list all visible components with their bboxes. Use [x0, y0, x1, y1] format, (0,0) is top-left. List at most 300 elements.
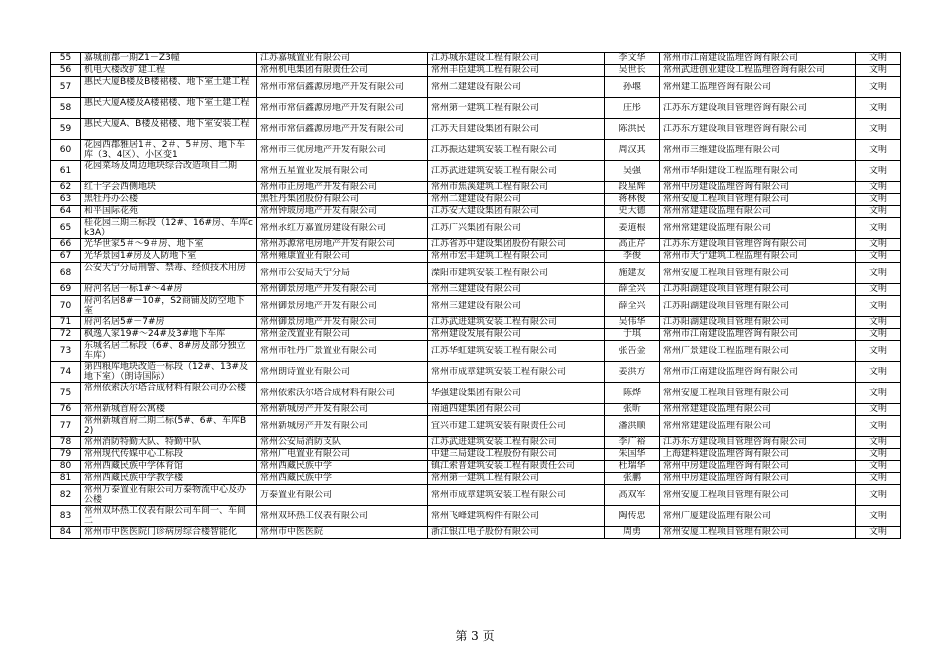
rating: 文明 — [868, 404, 887, 414]
contractor-company-cell — [428, 437, 605, 449]
contractor-company: 常州市成章建筑安装工程有限公司 — [431, 367, 567, 377]
row-number: 64 — [59, 206, 72, 216]
row-number-cell — [51, 317, 81, 329]
contractor-company-cell — [428, 98, 605, 119]
table-row — [51, 65, 901, 77]
project-manager: 蒋林俊 — [618, 194, 646, 204]
rating-cell — [856, 65, 901, 77]
project-manager: 吴世长 — [618, 65, 646, 75]
owner-company: 常州公安局消防支队 — [260, 437, 342, 447]
table-row — [51, 296, 901, 317]
supervision-company: 常州市三维建设监理有限公司 — [663, 145, 781, 155]
rating: 文明 — [868, 329, 887, 339]
owner-company: 常州市正房地产开发有限公司 — [260, 182, 378, 192]
supervision-company: 常州安厦工程项目管理有限公司 — [663, 388, 790, 398]
project-manager: 史大德 — [618, 206, 646, 216]
owner-company-cell — [257, 98, 428, 119]
table-row — [51, 449, 901, 461]
project-manager-cell — [605, 485, 660, 506]
project-manager: 高双军 — [618, 490, 646, 500]
project-manager-cell — [605, 218, 660, 239]
project-manager: 李俊 — [622, 251, 641, 261]
project-manager-cell — [605, 161, 660, 182]
contractor-company-cell — [428, 362, 605, 383]
row-number: 84 — [59, 527, 72, 537]
owner-company: 常州市三优房地产开发有限公司 — [260, 145, 387, 155]
table-row — [51, 416, 901, 437]
project-name-cell — [81, 341, 257, 362]
project-manager: 薛全兴 — [618, 284, 646, 294]
table-row — [51, 329, 901, 341]
rating-cell — [856, 296, 901, 317]
project-name-cell — [81, 182, 257, 194]
project-manager-cell — [605, 77, 660, 98]
supervision-company: 常州广景建设工程监理有限公司 — [663, 346, 790, 356]
row-number: 69 — [59, 284, 72, 294]
row-number-cell — [51, 362, 81, 383]
rating: 文明 — [868, 461, 887, 471]
rating: 文明 — [868, 103, 887, 113]
row-number-cell — [51, 194, 81, 206]
project-name: 惠民大厦A、B楼及裙楼、地下室安装工程 — [84, 119, 250, 129]
owner-company-cell — [257, 194, 428, 206]
supervision-company: 常州市天宁建筑工程监理有限公司 — [663, 251, 799, 261]
table-row — [51, 473, 901, 485]
project-name: 府河名居5#－7#房 — [84, 317, 165, 327]
owner-company-cell — [257, 239, 428, 251]
contractor-company-cell — [428, 239, 605, 251]
owner-company: 万泰置业有限公司 — [260, 490, 333, 500]
owner-company: 常州新城房产开发有限公司 — [260, 421, 369, 431]
contractor-company-cell — [428, 77, 605, 98]
project-name-cell — [81, 404, 257, 416]
rating: 文明 — [868, 511, 887, 521]
table-row — [51, 284, 901, 296]
rating-cell — [856, 251, 901, 263]
project-name: 常州现代传媒中心工标段 — [84, 449, 184, 459]
row-number-cell — [51, 65, 81, 77]
project-name: 黑牡丹办公楼 — [84, 194, 139, 204]
contractor-company-cell — [428, 449, 605, 461]
table-row — [51, 341, 901, 362]
project-manager: 李文华 — [618, 53, 646, 63]
contractor-company-cell — [428, 527, 605, 539]
contractor-company: 常州二建建设有限公司 — [431, 194, 522, 204]
table-row — [51, 182, 901, 194]
supervision-company-cell — [660, 416, 856, 437]
project-name: 府河名居8#－10#，S2商铺及防空地下室 — [84, 296, 245, 316]
row-number: 81 — [59, 473, 72, 483]
contractor-company-cell — [428, 206, 605, 218]
supervision-company: 常州建工监理咨询有限公司 — [663, 82, 772, 92]
rating-cell — [856, 161, 901, 182]
project-manager-cell — [605, 341, 660, 362]
rating-cell — [856, 404, 901, 416]
supervision-company: 常州武进创业建设工程监理咨询有限公司 — [663, 65, 826, 75]
owner-company-cell — [257, 437, 428, 449]
project-name-cell — [81, 218, 257, 239]
owner-company: 常州新城房产开发有限公司 — [260, 404, 369, 414]
owner-company-cell — [257, 284, 428, 296]
row-number-cell — [51, 404, 81, 416]
row-number-cell — [51, 296, 81, 317]
row-number: 75 — [59, 388, 72, 398]
supervision-company-cell — [660, 239, 856, 251]
row-number: 55 — [59, 53, 72, 63]
supervision-company-cell — [660, 449, 856, 461]
supervision-company-cell — [660, 65, 856, 77]
project-manager-cell — [605, 53, 660, 65]
project-manager: 周汉其 — [618, 145, 646, 155]
row-number-cell — [51, 140, 81, 161]
owner-company-cell — [257, 251, 428, 263]
project-manager-cell — [605, 329, 660, 341]
project-manager-cell — [605, 119, 660, 140]
project-manager: 于琪 — [622, 329, 641, 339]
rating-cell — [856, 140, 901, 161]
project-manager-cell — [605, 416, 660, 437]
contractor-company-cell — [428, 119, 605, 140]
table-row — [51, 194, 901, 206]
owner-company: 黑牡丹集团股份有限公司 — [260, 194, 360, 204]
project-name-cell — [81, 65, 257, 77]
row-number: 57 — [59, 82, 72, 92]
project-name: 常州新城首府公寓楼 — [84, 404, 166, 414]
rating-cell — [856, 218, 901, 239]
rating: 文明 — [868, 284, 887, 294]
rating-cell — [856, 362, 901, 383]
contractor-company: 浙江银江电子股份有限公司 — [431, 527, 540, 537]
project-manager: 姜道根 — [618, 223, 646, 233]
table-row — [51, 317, 901, 329]
supervision-company-cell — [660, 182, 856, 194]
owner-company-cell — [257, 362, 428, 383]
supervision-company: 常州常建建设监理有限公司 — [663, 421, 772, 431]
project-name-cell — [81, 284, 257, 296]
project-manager-cell — [605, 362, 660, 383]
project-name-cell — [81, 485, 257, 506]
owner-company-cell — [257, 317, 428, 329]
table-row — [51, 161, 901, 182]
supervision-company-cell — [660, 437, 856, 449]
project-name-cell — [81, 416, 257, 437]
project-manager-cell — [605, 527, 660, 539]
project-manager: 杜瑞华 — [618, 461, 646, 471]
rating-cell — [856, 206, 901, 218]
supervision-company: 江苏东方建设项目管理咨询有限公司 — [663, 437, 808, 447]
row-number-cell — [51, 161, 81, 182]
row-number: 79 — [59, 449, 72, 459]
row-number: 71 — [59, 317, 72, 327]
row-number-cell — [51, 251, 81, 263]
rating: 文明 — [868, 490, 887, 500]
row-number-cell — [51, 341, 81, 362]
row-number-cell — [51, 263, 81, 284]
row-number: 67 — [59, 251, 72, 261]
contractor-company-cell — [428, 161, 605, 182]
rating-cell — [856, 527, 901, 539]
contractor-company-cell — [428, 329, 605, 341]
contractor-company: 江苏城东建设工程有限公司 — [431, 53, 540, 63]
supervision-company: 江苏阳湖建设项目管理有限公司 — [663, 317, 790, 327]
project-manager-cell — [605, 506, 660, 527]
project-name: 机电大楼改扩建工程 — [84, 65, 166, 75]
owner-company-cell — [257, 263, 428, 284]
row-number-cell — [51, 206, 81, 218]
project-name-cell — [81, 362, 257, 383]
supervision-company: 江苏东方建设项目管理咨询有限公司 — [663, 103, 808, 113]
project-name: 和平国际花苑 — [84, 206, 139, 216]
project-name: 常州西藏民族中学体育馆 — [84, 461, 184, 471]
owner-company: 常州广电置业有限公司 — [260, 449, 351, 459]
owner-company: 江苏嘉城置业有限公司 — [260, 53, 351, 63]
owner-company-cell — [257, 449, 428, 461]
supervision-company: 江苏东方建设项目管理咨询有限公司 — [663, 239, 808, 249]
project-name: 常州市中医医院门诊病房综合楼智能化 — [84, 527, 238, 537]
row-number: 61 — [59, 166, 72, 176]
table-row — [51, 383, 901, 404]
table-row — [51, 251, 901, 263]
contractor-company: 江苏振达建筑安装工程有限公司 — [431, 145, 558, 155]
supervision-company-cell — [660, 473, 856, 485]
project-name-cell — [81, 506, 257, 527]
contractor-company: 江苏天目建设集团有限公司 — [431, 124, 540, 134]
project-name-cell — [81, 437, 257, 449]
supervision-company-cell — [660, 362, 856, 383]
contractor-company: 常州建设发展有限公司 — [431, 329, 522, 339]
project-manager: 张昕 — [622, 404, 641, 414]
contractor-company: 华强建设集团有限公司 — [431, 388, 522, 398]
supervision-company-cell — [660, 251, 856, 263]
project-name: 嘉城前郡一期Z1－Z3幢 — [84, 53, 180, 63]
owner-company-cell — [257, 206, 428, 218]
project-manager: 薛全兴 — [618, 301, 646, 311]
owner-company: 常州市常信鑫源房地产开发有限公司 — [260, 82, 405, 92]
project-name: 红十字会西侧地块 — [84, 182, 157, 192]
project-manager: 孙堰 — [622, 82, 641, 92]
owner-company-cell — [257, 461, 428, 473]
contractor-company: 常州飞峰建筑构件有限公司 — [431, 511, 540, 521]
row-number-cell — [51, 218, 81, 239]
supervision-company-cell — [660, 98, 856, 119]
rating: 文明 — [868, 124, 887, 134]
row-number: 78 — [59, 437, 72, 447]
rating: 文明 — [868, 53, 887, 63]
owner-company-cell — [257, 527, 428, 539]
rating-cell — [856, 437, 901, 449]
project-name-cell — [81, 473, 257, 485]
project-manager: 潘洪顺 — [618, 421, 646, 431]
project-name-cell — [81, 194, 257, 206]
row-number-cell — [51, 527, 81, 539]
supervision-company: 常州市江南建设监理咨询有限公司 — [663, 329, 799, 339]
supervision-company-cell — [660, 161, 856, 182]
rating: 文明 — [868, 223, 887, 233]
project-name-cell — [81, 77, 257, 98]
contractor-company: 溧阳市建筑安装工程有限公司 — [431, 268, 549, 278]
owner-company-cell — [257, 161, 428, 182]
supervision-company: 上海建科建设监理咨询有限公司 — [663, 449, 790, 459]
supervision-company-cell — [660, 263, 856, 284]
row-number-cell — [51, 329, 81, 341]
supervision-company: 常州常建建设监理有限公司 — [663, 404, 772, 414]
table-row — [51, 218, 901, 239]
owner-company: 常州金茂置业有限公司 — [260, 329, 351, 339]
project-manager-cell — [605, 263, 660, 284]
rating-cell — [856, 263, 901, 284]
row-number-cell — [51, 119, 81, 140]
project-name: 府河名居一标1#～4#房 — [84, 284, 183, 294]
rating: 文明 — [868, 206, 887, 216]
row-number-cell — [51, 284, 81, 296]
project-manager: 庄彤 — [622, 103, 641, 113]
row-number: 74 — [59, 367, 72, 377]
page-number: 第 3 页 — [455, 629, 495, 643]
rating: 文明 — [868, 182, 887, 192]
supervision-company-cell — [660, 140, 856, 161]
contractor-company-cell — [428, 53, 605, 65]
contractor-company-cell — [428, 341, 605, 362]
project-name-cell — [81, 239, 257, 251]
supervision-company: 常州市江南建设监理咨询有限公司 — [663, 53, 799, 63]
row-number: 65 — [59, 223, 72, 233]
project-name: 惠民大厦B楼及B楼裙楼、地下室土建工程 — [84, 77, 250, 87]
row-number: 77 — [59, 421, 72, 431]
supervision-company-cell — [660, 329, 856, 341]
project-manager: 陈洪民 — [618, 124, 646, 134]
owner-company-cell — [257, 341, 428, 362]
project-manager-cell — [605, 284, 660, 296]
owner-company: 常州御景房地产开发有限公司 — [260, 317, 378, 327]
supervision-company-cell — [660, 194, 856, 206]
contractor-company: 常州第一建筑工程有限公司 — [431, 473, 540, 483]
owner-company: 常州钟玻房地产开发有限公司 — [260, 206, 378, 216]
owner-company-cell — [257, 77, 428, 98]
rating: 文明 — [868, 317, 887, 327]
rating: 文明 — [868, 251, 887, 261]
rating-cell — [856, 506, 901, 527]
supervision-company: 常州安厦工程项目管理有限公司 — [663, 268, 790, 278]
project-manager: 张告金 — [618, 346, 646, 356]
supervision-company: 常州中房建设监理咨询有限公司 — [663, 182, 790, 192]
row-number: 66 — [59, 239, 72, 249]
owner-company: 常州市常信鑫源房地产开发有限公司 — [260, 103, 405, 113]
owner-company-cell — [257, 416, 428, 437]
supervision-company: 江苏阳湖建设项目管理有限公司 — [663, 284, 790, 294]
project-manager-cell — [605, 98, 660, 119]
rating: 文明 — [868, 166, 887, 176]
project-name: 惠民大厦A楼及A楼裙楼、地下室土建工程 — [84, 98, 250, 108]
supervision-company: 江苏阳湖建设项目管理有限公司 — [663, 301, 790, 311]
supervision-company-cell — [660, 77, 856, 98]
project-name-cell — [81, 317, 257, 329]
owner-company: 常州双环热工仪表有限公司 — [260, 511, 369, 521]
row-number: 83 — [59, 511, 72, 521]
supervision-company-cell — [660, 206, 856, 218]
project-manager: 施建友 — [618, 268, 646, 278]
rating: 文明 — [868, 82, 887, 92]
project-name: 花园菜场及周边地块综合改造项目二期 — [84, 161, 238, 171]
row-number: 58 — [59, 103, 72, 113]
project-name-cell — [81, 329, 257, 341]
row-number-cell — [51, 182, 81, 194]
contractor-company-cell — [428, 317, 605, 329]
owner-company: 常州永红万嘉置房建设有限公司 — [260, 223, 387, 233]
supervision-company-cell — [660, 461, 856, 473]
contractor-company: 江苏广兴集团有限公司 — [431, 223, 522, 233]
contractor-company: 常州二建建设有限公司 — [431, 82, 522, 92]
owner-company-cell — [257, 485, 428, 506]
project-name: 枫逸人家19#～24#及3#地下车库 — [84, 329, 226, 339]
rating: 文明 — [868, 145, 887, 155]
project-name: 公安天宁分局刑警、禁毒、经侦技术用房 — [84, 263, 247, 273]
row-number: 62 — [59, 182, 72, 192]
project-name-cell — [81, 98, 257, 119]
contractor-company-cell — [428, 485, 605, 506]
owner-company-cell — [257, 296, 428, 317]
contractor-company-cell — [428, 284, 605, 296]
row-number-cell — [51, 506, 81, 527]
owner-company-cell — [257, 218, 428, 239]
contractor-company: 江苏武进建筑安装工程有限公司 — [431, 166, 558, 176]
contractor-company-cell — [428, 416, 605, 437]
project-manager: 周勇 — [622, 527, 641, 537]
rating-cell — [856, 341, 901, 362]
supervision-company: 常州中房建设监理咨询有限公司 — [663, 461, 790, 471]
contractor-company-cell — [428, 140, 605, 161]
contractor-company: 常州丰臣建筑工程有限公司 — [431, 65, 540, 75]
owner-company: 常州市公安局天宁分局 — [260, 268, 351, 278]
project-manager-cell — [605, 296, 660, 317]
contractor-company-cell — [428, 263, 605, 284]
row-number: 59 — [59, 124, 72, 134]
project-name-cell — [81, 263, 257, 284]
project-manager: 高正芹 — [618, 239, 646, 249]
owner-company-cell — [257, 506, 428, 527]
contractor-company-cell — [428, 65, 605, 77]
rating-cell — [856, 383, 901, 404]
table-row — [51, 404, 901, 416]
table-row — [51, 98, 901, 119]
project-name: 常州双环热工仪表有限公司车间一、车间二 — [84, 506, 247, 526]
rating: 文明 — [868, 473, 887, 483]
owner-company: 常州市常信鑫源房地产开发有限公司 — [260, 124, 405, 134]
contractor-company-cell — [428, 296, 605, 317]
table-row — [51, 119, 901, 140]
supervision-company-cell — [660, 527, 856, 539]
contractor-company: 南通四建集团有限公司 — [431, 404, 522, 414]
row-number: 82 — [59, 490, 72, 500]
project-name: 东城名居二标段（6#、8#房及部分独立车库） — [84, 341, 246, 361]
supervision-company: 常州中房建设监理咨询有限公司 — [663, 473, 790, 483]
row-number: 72 — [59, 329, 72, 339]
row-number-cell — [51, 473, 81, 485]
contractor-company-cell — [428, 383, 605, 404]
row-number-cell — [51, 383, 81, 404]
owner-company-cell — [257, 473, 428, 485]
table-row — [51, 239, 901, 251]
project-manager: 吴强 — [622, 166, 641, 176]
contractor-company-cell — [428, 461, 605, 473]
rating-cell — [856, 53, 901, 65]
row-number-cell — [51, 77, 81, 98]
contractor-company-cell — [428, 218, 605, 239]
owner-company-cell — [257, 404, 428, 416]
project-manager: 段星辉 — [618, 182, 646, 192]
contractor-company-cell — [428, 194, 605, 206]
row-number: 56 — [59, 65, 72, 75]
supervision-company-cell — [660, 119, 856, 140]
